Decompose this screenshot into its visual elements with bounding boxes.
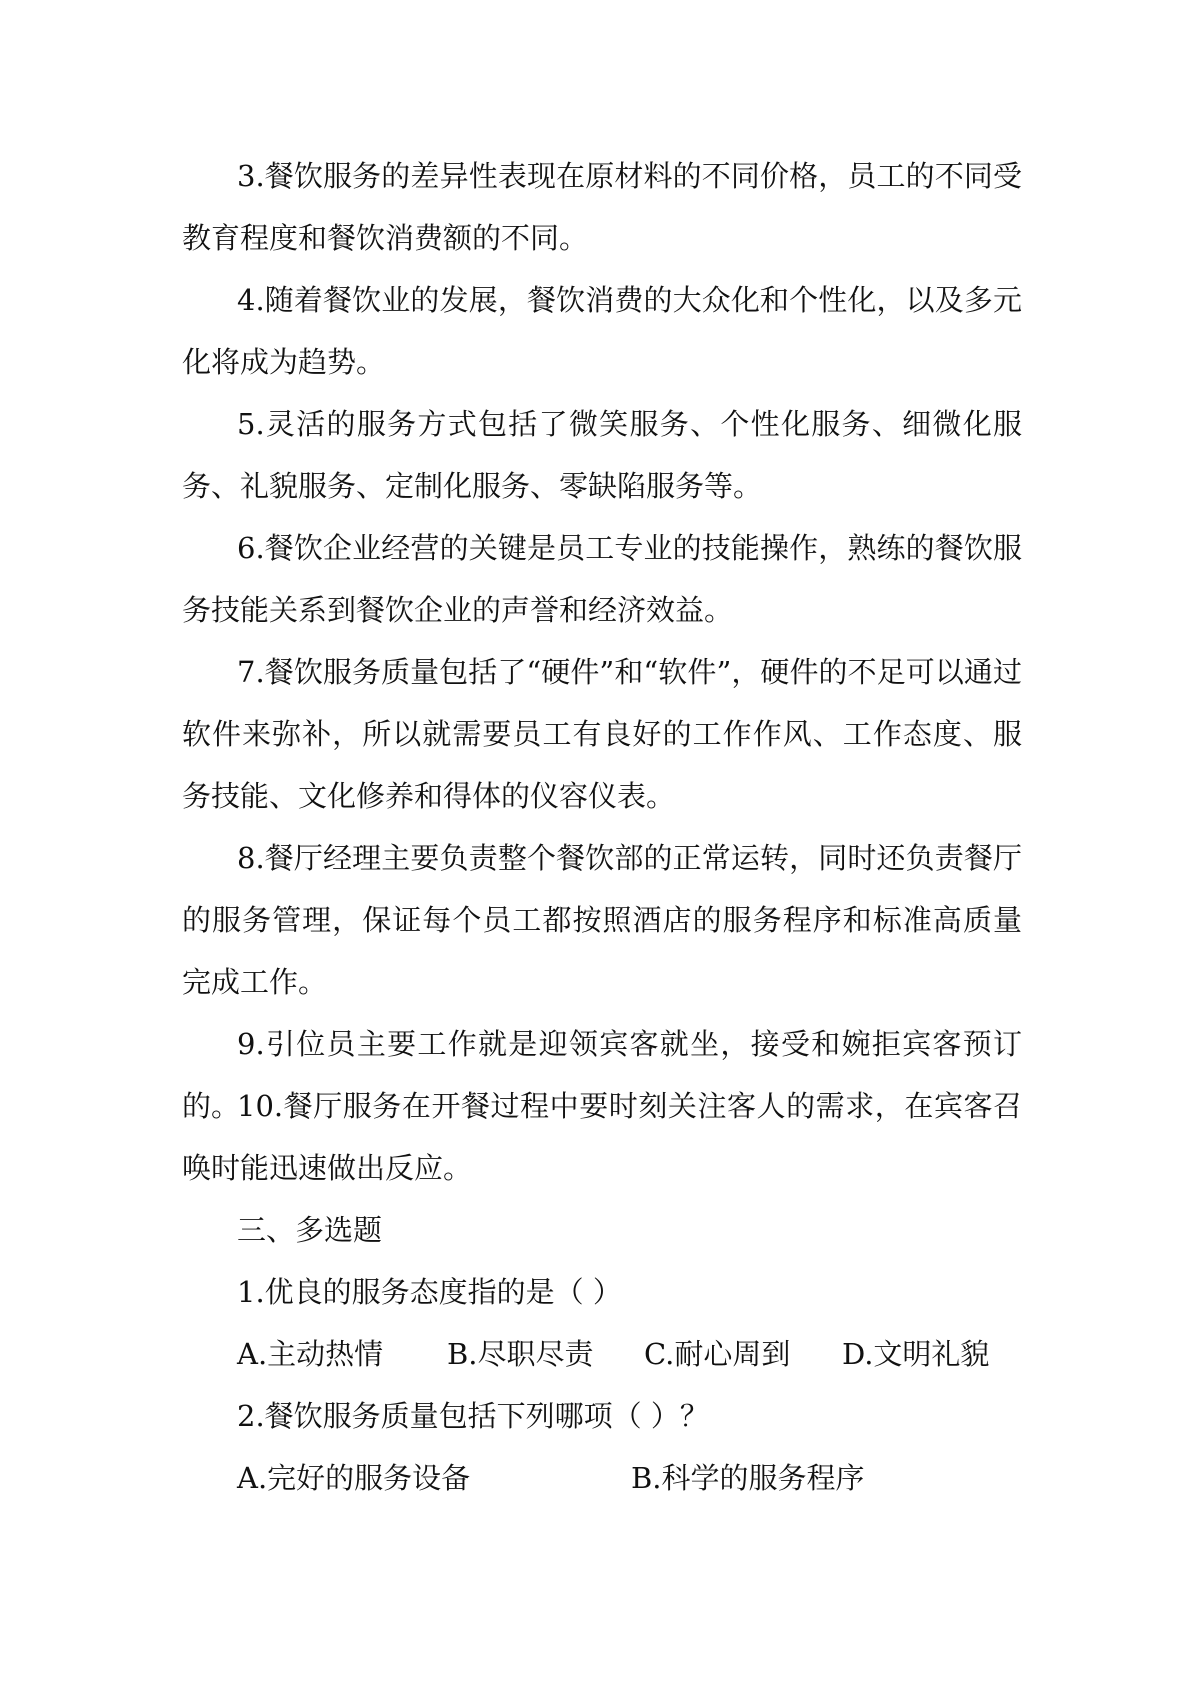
statement-5: 5.灵活的服务方式包括了微笑服务、个性化服务、细微化服务、礼貌服务、定制化服务、零缺陷服务等。: [182, 407, 1022, 503]
question-1-option-b: B.尽职尽责: [447, 1337, 594, 1371]
question-1-option-a: A.主动热情: [237, 1337, 384, 1371]
statement-9: 9.引位员主要工作就是迎领宾客就坐，接受和婉拒宾客预订的。: [182, 1027, 1022, 1123]
question-2-option-a: A.完好的服务设备: [237, 1461, 471, 1495]
question-2-stem: 2.餐饮服务质量包括下列哪项（ ）？: [237, 1399, 709, 1433]
statement-8: 8.餐厅经理主要负责整个餐饮部的正常运转，同时还负责餐厅的服务管理，保证每个员工都按照酒店的服务程序和标准高质量完成工作。: [182, 841, 1022, 999]
question-1-options: [0, 1323, 1191, 1385]
question-1-option-d: D.文明礼貌: [842, 1337, 990, 1371]
question-1-option-c: C.耐心周到: [644, 1337, 791, 1371]
question-2-option-b: B.科学的服务程序: [631, 1461, 865, 1495]
statement-3: 3.餐饮服务的差异性表现在原材料的不同价格，员工的不同受教育程度和餐饮消费额的不同。: [182, 159, 1022, 255]
statement-10: 10.餐厅服务在开餐过程中要时刻关注客人的需求，在宾客召唤时能迅速做出反应。: [182, 1089, 1022, 1185]
statement-4: 4.随着餐饮业的发展，餐饮消费的大众化和个性化，以及多元化将成为趋势。: [182, 283, 1022, 379]
statement-6: 6.餐饮企业经营的关键是员工专业的技能操作，熟练的餐饮服务技能关系到餐饮企业的声誉和经济效益。: [182, 531, 1022, 627]
question-2-options: [0, 1447, 1191, 1509]
section-heading: 三、多选题: [237, 1213, 383, 1247]
question-1-stem: 1.优良的服务态度指的是（ ）: [237, 1275, 622, 1309]
statement-7: 7.餐饮服务质量包括了“硬件”和“软件”，硬件的不足可以通过软件来弥补，所以就需要员工有良好的工作作风、工作态度、服务技能、文化修养和得体的仪容仪表。: [182, 655, 1022, 813]
